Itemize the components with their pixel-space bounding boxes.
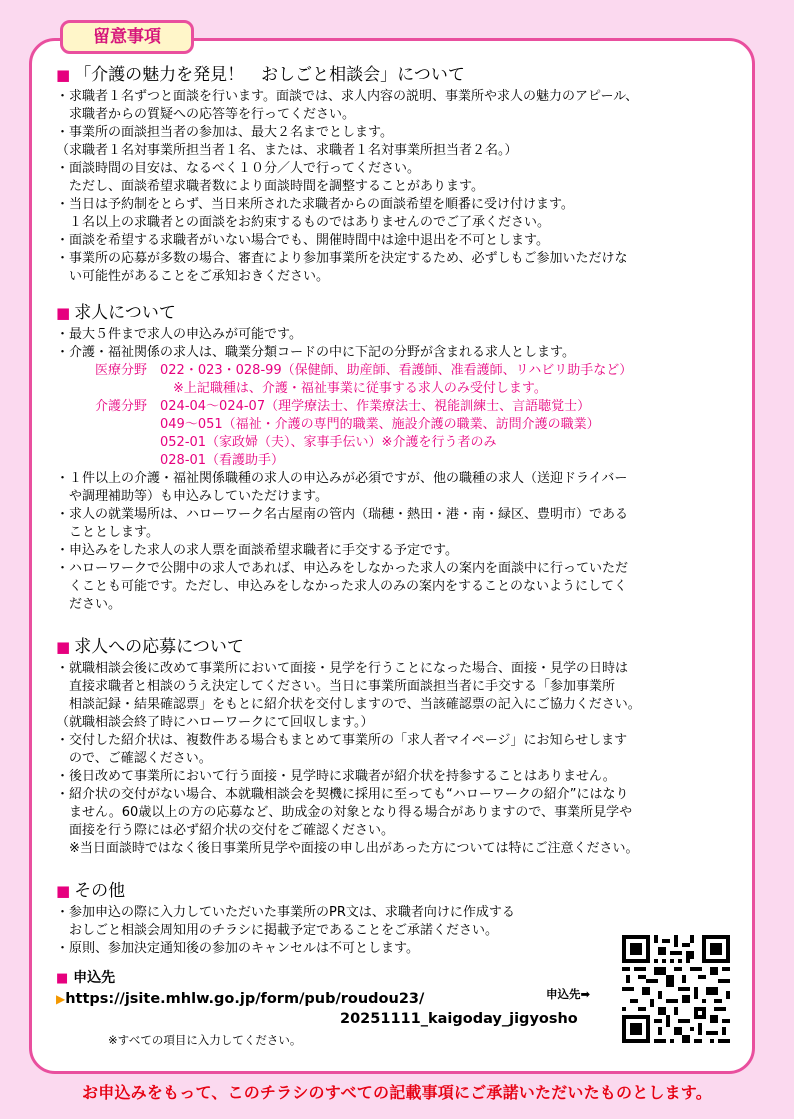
- text-line: ださい。: [56, 597, 122, 612]
- text-line: 面接を行う際には必ず紹介状の交付をご確認ください。: [56, 823, 395, 838]
- text-line: 049～051（福祉・介護の専門的職業、施設介護の職業、訪問介護の職業）: [56, 417, 600, 432]
- text-line: （就職相談会終了時にハローワークにて回収します。）: [56, 715, 374, 730]
- section-body: [56, 470, 746, 614]
- text-line: ・紹介状の交付がない場合、本就職相談会を契機に採用に至っても“ハローワークの紹介”にはなり: [56, 787, 629, 802]
- apply-url[interactable]: ▶https://jsite.mhlw.go.jp/form/pub/roudou23/: [56, 991, 425, 1007]
- text-line: ・１件以上の介護・福祉関係職種の求人の申込みが必須ですが、他の職種の求人（送迎ドライバー: [56, 471, 628, 486]
- text-line: ・ハローワークで公開中の求人であれば、申込みをしなかった求人の案内を面談中に行っていただ: [56, 561, 629, 576]
- section-body: [56, 326, 746, 362]
- apply-heading: ■ 申込先: [56, 970, 116, 986]
- text-line: 052-01（家政婦（夫）、家事手伝い）※介護を行う者のみ: [56, 435, 497, 450]
- section-heading: ■ 求人への応募について: [56, 637, 244, 657]
- qr-code[interactable]: [622, 935, 730, 1043]
- apply-note: ※すべての項目に入力してください。: [108, 1033, 302, 1047]
- text-line: ません。60歳以上の方の応募など、助成金の対象となり得る場合がありますので、事業所見学や: [56, 805, 633, 820]
- text-line: ・事業所の応募が多数の場合、審査により参加事業所を決定するため、必ずしもご参加いただけな: [56, 251, 628, 266]
- text-line: 求職者からの質疑への応答等を行ってください。: [56, 107, 356, 122]
- text-line: ・参加申込の際に入力していただいた事業所のPR文は、求職者向けに作成する: [56, 905, 515, 920]
- text-line: ※上記職種は、介護・福祉事業に従事する求人のみ受付します。: [56, 381, 547, 396]
- apply-url-continued[interactable]: 20251111_kaigoday_jigyosho: [340, 1011, 578, 1027]
- text-line: ので、ご確認ください。: [56, 751, 212, 766]
- notice-content: [56, 64, 746, 1049]
- apply-label: 申込先➡: [546, 987, 591, 1001]
- text-line: ・求職者１名ずつと面談を行います。面談では、求人内容の説明、事業所や求人の魅力のアピール、: [56, 89, 639, 104]
- text-line: 相談記録・結果確認票」をもとに紹介状を交付しますので、当該確認票の記入にご協力ください。: [56, 697, 641, 712]
- text-line: おしごと相談会周知用のチラシに掲載予定であることをご承諾ください。: [56, 923, 499, 938]
- section-body: [56, 88, 746, 286]
- text-line: １名以上の求職者との面談をお約束するものではありませんのでご了承ください。: [56, 215, 551, 230]
- text-line: （求職者１名対事業所担当者１名、または、求職者１名対事業所担当者２名。）: [56, 143, 518, 158]
- text-line: 直接求職者と相談のうえ決定してください。当日に事業所面談担当者に手交する「参加事業所: [56, 679, 616, 694]
- text-line: や調理補助等）も申込みしていただけます。: [56, 489, 328, 504]
- section-heading: ■ 求人について: [56, 303, 176, 323]
- text-line: 028-01（看護助手）: [56, 453, 285, 468]
- text-line: ・介護・福祉関係の求人は、職業分類コードの中に下記の分野が含まれる求人とします。: [56, 345, 575, 360]
- section-heading: ■ その他: [56, 881, 126, 901]
- text-line: くことも可能です。ただし、申込みをしなかった求人のみの案内をすることのないようにしてく: [56, 579, 627, 594]
- section-body: [56, 660, 746, 858]
- square-bullet-icon: ■: [56, 971, 69, 986]
- arrow-right-icon: ▶: [56, 992, 66, 1006]
- text-line: い可能性があることをご承知おきください。: [56, 269, 330, 284]
- footer-notice: お申込みをもって、このチラシのすべての記載事項にご承諾いただいたものとします。: [82, 1083, 712, 1102]
- text-line: ・就職相談会後に改めて事業所において面接・見学を行うことになった場合、面接・見学の日時は: [56, 661, 629, 676]
- notice-tag: 留意事項: [60, 20, 194, 54]
- text-line: ・面談を希望する求職者がいない場合でも、開催時間中は途中退出を不可とします。: [56, 233, 549, 248]
- text-line: ・事業所の面談担当者の参加は、最大２名までとします。: [56, 125, 393, 140]
- text-line: ※当日面談時ではなく後日事業所見学や面接の申し出があった方については特にご注意ください。: [56, 841, 639, 856]
- text-line: ・当日は予約制をとらず、当日来所された求職者からの面談希望を順番に受け付けます。: [56, 197, 574, 212]
- text-line: 介護分野 024-04～024-07（理学療法士、作業療法士、視能訓練士、言語聴覚士）: [56, 399, 591, 414]
- text-line: ただし、面談希望求職者数により面談時間を調整することがあります。: [56, 179, 484, 194]
- job-field-list: [56, 362, 746, 470]
- text-line: ・最大５件まで求人の申込みが可能です。: [56, 327, 302, 342]
- text-line: こととします。: [56, 525, 159, 540]
- text-line: 医療分野 022・023・028-99（保健師、助産師、看護師、准看護師、リハビリ助手など）: [56, 363, 633, 378]
- text-line: ・面談時間の目安は、なるべく１０分／人で行ってください。: [56, 161, 421, 176]
- square-bullet-icon: ■: [56, 304, 71, 322]
- text-line: ・求人の就業場所は、ハローワーク名古屋南の管内（瑞穂・熱田・港・南・緑区、豊明市）である: [56, 507, 629, 522]
- text-line: ・原則、参加決定通知後の参加のキャンセルは不可とします。: [56, 941, 419, 956]
- square-bullet-icon: ■: [56, 66, 71, 84]
- text-line: ・申込みをした求人の求人票を面談希望求職者に手交する予定です。: [56, 543, 458, 558]
- text-line: ・交付した紹介状は、複数件ある場合もまとめて事業所の「求人者マイページ」にお知らせします: [56, 733, 628, 748]
- text-line: ・後日改めて事業所において行う面接・見学時に求職者が紹介状を持参することはありません。: [56, 769, 616, 784]
- square-bullet-icon: ■: [56, 882, 71, 900]
- square-bullet-icon: ■: [56, 638, 71, 656]
- section-heading: ■ 「介護の魅力を発見！ おしごと相談会」について: [56, 65, 465, 85]
